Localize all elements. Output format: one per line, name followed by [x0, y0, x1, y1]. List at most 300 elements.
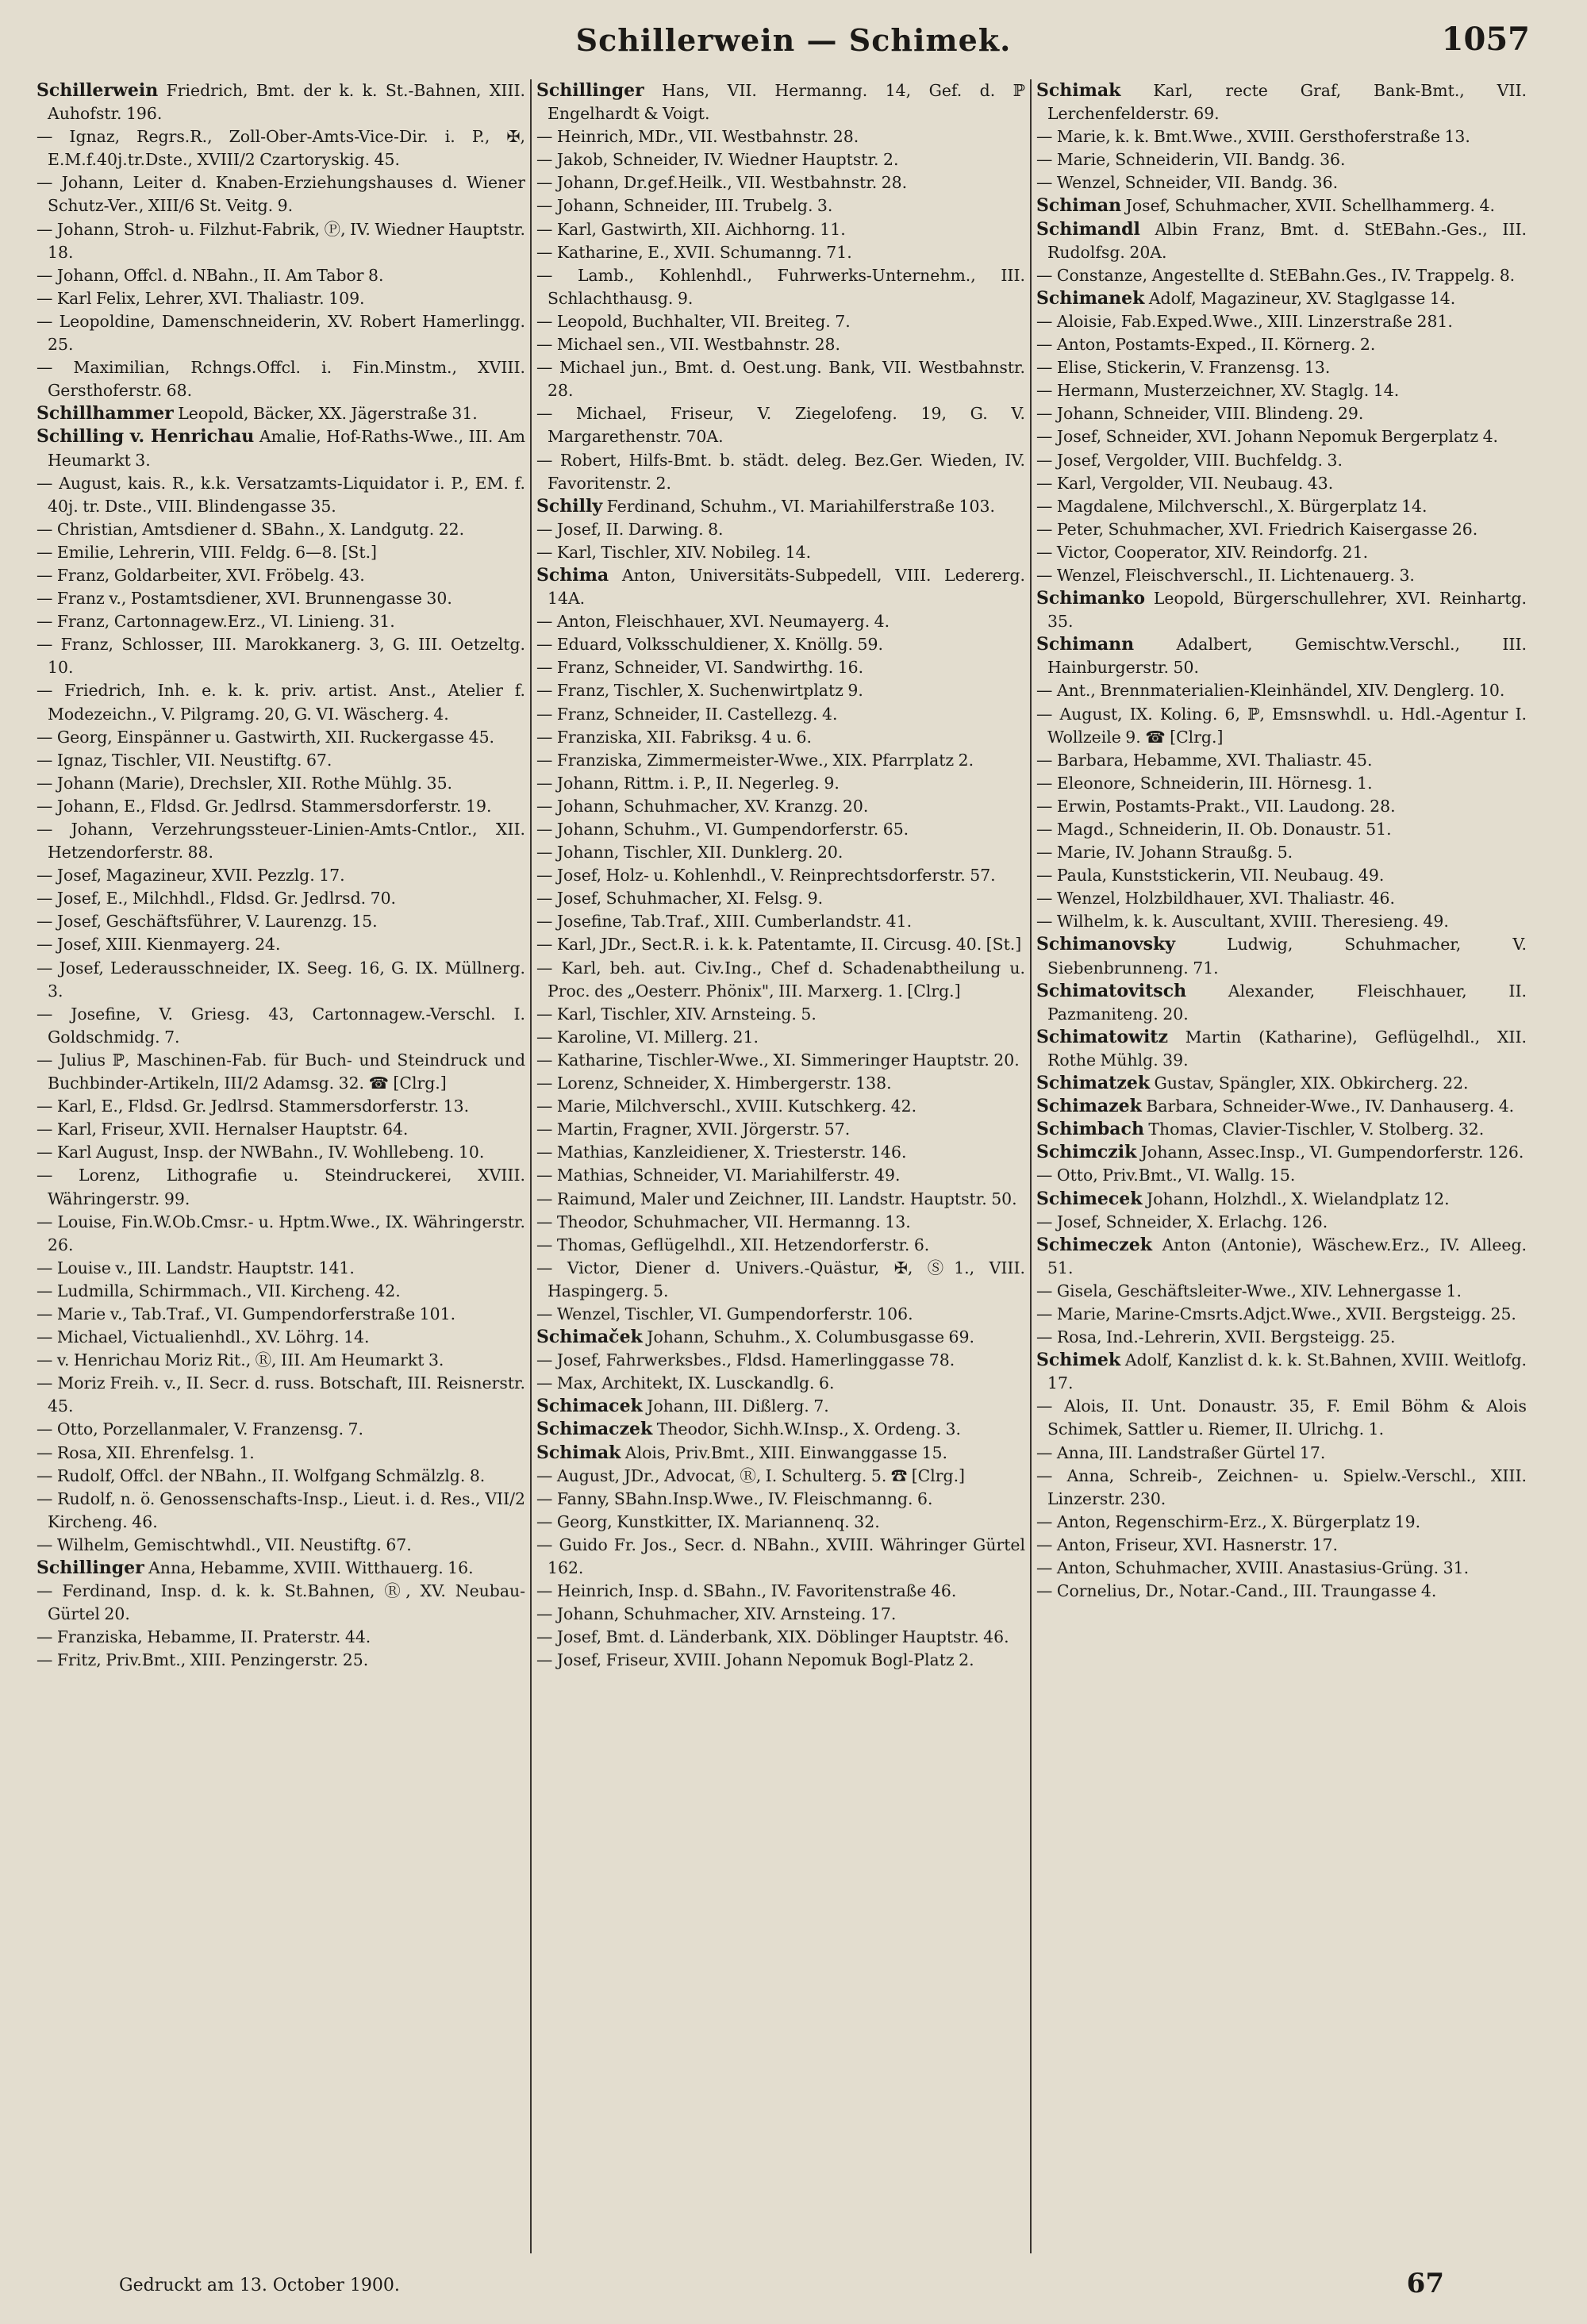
directory-entry [37, 1003, 525, 1049]
entry-text: Josef, Schuhmacher, XVII. Schellhammerg. 4. [1121, 196, 1495, 216]
entry-text: Martin (Katharine), Geflügelhdl., XII. Rothe Mühlg. 39. [1047, 1027, 1527, 1070]
directory-entry [536, 1141, 1025, 1164]
entry-text: — Wilhelm, Gemischtwhdl., VII. Neustiftg. 67. [37, 1535, 412, 1554]
directory-entry [536, 1511, 1025, 1534]
entry-text: — Lamb., Kohlenhdl., Fuhrwerks-Unternehm., III. Schlachthausg. 9. [536, 265, 1025, 308]
directory-entry [37, 1372, 525, 1418]
entry-text: Anton (Antonie), Wäschew.Erz., IV. Alleeg. 51. [1047, 1235, 1527, 1277]
entry-text: — Josef, Lederausschneider, IX. Seeg. 16, G. IX. Müllnerg. 3. [37, 958, 525, 1001]
entry-text: — Karoline, VI. Millerg. 21. [536, 1027, 759, 1047]
directory-entry [1036, 1188, 1527, 1211]
directory-entry [1036, 310, 1527, 333]
directory-entry [37, 472, 525, 518]
directory-entry [37, 1349, 525, 1372]
directory-entry [1036, 703, 1527, 749]
entry-text: — Rosa, XII. Ehrenfelsg. 1. [37, 1442, 255, 1462]
directory-entry [1036, 1326, 1527, 1349]
entry-text: — Julius ℙ, Maschinen-Fab. für Buch- und Steindruck und Buchbinder-Artikeln, III/2 Adamsg. 32. ☎ [Clrg.] [37, 1050, 525, 1093]
directory-entry [536, 1072, 1025, 1095]
entry-text: — Karl, JDr., Sect.R. i. k. k. Patentamte, II. Circusg. 40. [St.] [536, 935, 1022, 955]
directory-entry [536, 194, 1025, 217]
entry-surname: Schimazek [1036, 1096, 1142, 1117]
directory-entry [1036, 425, 1527, 448]
entry-text: — Ludmilla, Schirmmach., VII. Kircheng. 42. [37, 1281, 401, 1300]
directory-entry [1036, 679, 1527, 702]
entry-text: — Otto, Porzellanmaler, V. Franzensg. 7. [37, 1419, 364, 1439]
entry-text: — Anton, Regenschirm-Erz., X. Bürgerplatz 19. [1036, 1512, 1421, 1531]
entry-text: — Thomas, Geflügelhdl., XII. Hetzendorferstr. 6. [536, 1235, 930, 1254]
directory-entry [37, 1326, 525, 1349]
directory-entry [536, 933, 1025, 956]
directory-entry [37, 287, 525, 310]
directory-entry [37, 1164, 525, 1210]
entry-text: — Anton, Friseur, XVI. Hasnerstr. 17. [1036, 1535, 1339, 1554]
entry-text: — Johann (Marie), Drechsler, XII. Rothe Mühlg. 35. [37, 773, 453, 793]
directory-entry [536, 1003, 1025, 1026]
entry-surname: Schimanek [1036, 287, 1145, 309]
entry-text: — Guido Fr. Jos., Secr. d. NBahn., XVIII. Währinger Gürtel 162. [536, 1535, 1025, 1577]
entry-text: — Maximilian, Rchngs.Offcl. i. Fin.Minstm., XVIII. Gersthoferstr. 68. [37, 358, 525, 401]
directory-entry [536, 541, 1025, 564]
directory-entry [536, 703, 1025, 726]
directory-entry [37, 587, 525, 610]
directory-entry [536, 818, 1025, 841]
entry-text: — Mathias, Schneider, VI. Mariahilferstr. 49. [536, 1166, 901, 1185]
entry-text: — Mathias, Kanzleidiener, X. Triesterstr. 146. [536, 1143, 907, 1162]
directory-entry [1036, 125, 1527, 148]
directory-entry [536, 679, 1025, 702]
entry-text: — Elise, Stickerin, V. Franzensg. 13. [1036, 358, 1331, 378]
entry-text: — Josef, XIII. Kienmayerg. 24. [37, 935, 281, 955]
directory-entry [37, 679, 525, 725]
directory-entry [1036, 171, 1527, 194]
directory-entry [37, 1303, 525, 1326]
entry-surname: Schiman [1036, 195, 1122, 217]
directory-entry [1036, 587, 1527, 633]
entry-text: — Erwin, Postamts-Prakt., VII. Laudong. 28. [1036, 796, 1396, 816]
column-1 [32, 79, 532, 2253]
directory-entry [37, 356, 525, 402]
entry-text: Johann, Schuhm., X. Columbusgasse 69. [642, 1327, 974, 1347]
directory-entry [1036, 218, 1527, 264]
entry-text: — Fritz, Priv.Bmt., XIII. Penzingerstr. 25. [37, 1650, 369, 1670]
directory-entry [1036, 495, 1527, 518]
entry-text: Johann, III. Dißlerg. 7. [642, 1396, 829, 1416]
entry-text: — Katharine, E., XVII. Schumanng. 71. [536, 242, 852, 262]
directory-entry [1036, 518, 1527, 541]
entry-text: Barbara, Schneider-Wwe., IV. Danhauserg. 4. [1141, 1097, 1515, 1116]
directory-entry [536, 171, 1025, 194]
entry-text: — Wenzel, Schneider, VII. Bandg. 36. [1036, 173, 1339, 193]
entry-text: — Josef, E., Milchhdl., Fldsd. Gr. Jedlrsd. 70. [37, 889, 397, 908]
entry-surname: Schimak [536, 1442, 621, 1463]
directory-entry [536, 1326, 1025, 1349]
entry-text: — Lorenz, Lithografie u. Steindruckerei, XVIII. Währingerstr. 99. [37, 1166, 525, 1208]
entry-text: — Johann, Tischler, XII. Dunklerg. 20. [536, 843, 843, 862]
entry-text: — Johann, Dr.gef.Heilk., VII. Westbahnstr. 28. [536, 173, 908, 193]
entry-text: — Alois, II. Unt. Donaustr. 35, F. Emil Böhm & Alois Schimek, Sattler u. Riemer, II. Ulrichg. 1. [1036, 1396, 1527, 1439]
directory-columns [32, 79, 1562, 2253]
entry-text: — Josef, Bmt. d. Länderbank, XIX. Döblinger Hauptstr. 46. [536, 1627, 1009, 1647]
entry-surname: Schilling v. Henrichau [37, 426, 255, 448]
entry-text: — Wenzel, Fleischverschl., II. Lichtenauerg. 3. [1036, 565, 1415, 585]
entry-text: — Eleonore, Schneiderin, III. Hörnesg. 1. [1036, 773, 1373, 793]
directory-entry [1036, 1511, 1527, 1534]
entry-surname: Schimanko [1036, 588, 1146, 609]
directory-entry [536, 1649, 1025, 1672]
entry-text: Johann, Assec.Insp., VI. Gumpendorferstr. 126. [1136, 1143, 1524, 1162]
directory-entry [1036, 1234, 1527, 1280]
entry-text: — Johann, Offcl. d. NBahn., II. Am Tabor 8. [37, 265, 384, 285]
entry-text: — Johann, Stroh- u. Filzhut-Fabrik, Ⓟ, IV. Wiedner Hauptstr. 18. [37, 219, 525, 262]
entry-text: — Friedrich, Inh. e. k. k. priv. artist. Anst., Atelier f. Modezeichn., V. Pilgramg. 20, G. VI. Wäscherg. 4. [37, 681, 525, 724]
entry-text: — Louise, Fin.W.Ob.Cmsr.- u. Hptm.Wwe., IX. Währingerstr. 26. [37, 1212, 525, 1254]
entry-text: Leopold, Bäcker, XX. Jägerstraße 31. [173, 404, 478, 424]
directory-entry [536, 402, 1025, 448]
entry-text: — Wilhelm, k. k. Auscultant, XVIII. Theresieng. 49. [1036, 912, 1449, 932]
directory-entry [1036, 264, 1527, 287]
entry-surname: Schimanovsky [1036, 934, 1176, 955]
entry-text: — Martin, Fragner, XVII. Jörgerstr. 57. [536, 1120, 851, 1139]
entry-surname: Schima [536, 564, 609, 586]
directory-entry [1036, 472, 1527, 495]
entry-text: — Gisela, Geschäftsleiter-Wwe., XIV. Lehnergasse 1. [1036, 1281, 1462, 1300]
directory-entry [37, 1118, 525, 1141]
directory-entry [1036, 379, 1527, 402]
entry-surname: Schilly [536, 495, 603, 517]
directory-entry [536, 1234, 1025, 1257]
directory-entry [1036, 402, 1527, 425]
directory-entry [1036, 1534, 1527, 1557]
entry-text: Albin Franz, Bmt. d. StEBahn.-Ges., III. Rudolfsg. 20A. [1047, 219, 1527, 262]
directory-entry [536, 1211, 1025, 1234]
directory-entry [1036, 1118, 1527, 1141]
directory-entry [536, 1118, 1025, 1141]
page-footer [0, 2268, 1587, 2307]
directory-entry [1036, 333, 1527, 356]
entry-surname: Schimbach [1036, 1119, 1144, 1140]
entry-text: — Josef, Friseur, XVIII. Johann Nepomuk Bogl-Platz 2. [536, 1650, 974, 1670]
entry-text: — Marie v., Tab.Traf., VI. Gumpendorferstraße 101. [37, 1304, 456, 1323]
entry-text: Theodor, Sichh.W.Insp., X. Ordeng. 3. [652, 1419, 962, 1439]
entry-text: — Josef, II. Darwing. 8. [536, 519, 724, 539]
directory-entry [536, 726, 1025, 749]
directory-entry [536, 218, 1025, 241]
entry-text: — Georg, Einspänner u. Gastwirth, XII. Ruckergasse 45. [37, 727, 495, 747]
entry-surname: Schimatovitsch [1036, 980, 1187, 1001]
directory-entry [1036, 148, 1527, 171]
directory-entry [1036, 1211, 1527, 1234]
directory-entry [536, 310, 1025, 333]
entry-text: — Anton, Schuhmacher, XVIII. Anastasius-Grüng. 31. [1036, 1558, 1470, 1577]
entry-text: — Karl, beh. aut. Civ.Ing., Chef d. Schadenabtheilung u. Proc. des „Oesterr. Phönix", III. Marxerg. 1. [Clrg.] [536, 958, 1025, 1001]
entry-text: — Rudolf, n. ö. Genossenschafts-Insp., Lieut. i. d. Res., VII/2 Kircheng. 46. [37, 1489, 525, 1531]
directory-entry [536, 772, 1025, 795]
directory-entry [37, 264, 525, 287]
directory-entry [536, 264, 1025, 310]
entry-text: — Josef, Schuhmacher, XI. Felsg. 9. [536, 889, 824, 908]
directory-entry [536, 887, 1025, 910]
directory-entry [1036, 564, 1527, 587]
entry-text: — Johann, Schuhm., VI. Gumpendorferstr. 65. [536, 820, 909, 839]
entry-text: Alexander, Fleischhauer, II. Pazmaniteng. 20. [1047, 981, 1527, 1024]
entry-text: — Magd., Schneiderin, II. Ob. Donaustr. 51. [1036, 820, 1392, 839]
directory-entry [1036, 1072, 1527, 1095]
entry-surname: Schillinger [37, 1558, 144, 1578]
entry-text: Adolf, Kanzlist d. k. k. St.Bahnen, XVIII. Weitlofg. 17. [1047, 1350, 1527, 1393]
column-2 [532, 79, 1032, 2253]
directory-entry [1036, 1395, 1527, 1441]
directory-entry [37, 726, 525, 749]
entry-text: — Josef, Fahrwerksbes., Fldsd. Hamerlinggasse 78. [536, 1350, 955, 1370]
entry-text: — Barbara, Hebamme, XVI. Thaliastr. 45. [1036, 750, 1373, 770]
entry-text: Alois, Priv.Bmt., XIII. Einwanggasse 15. [621, 1442, 947, 1462]
entry-text: — Ferdinand, Insp. d. k. k. St.Bahnen, Ⓡ, XV. Neubau-Gürtel 20. [37, 1581, 525, 1624]
entry-surname: Schimeczek [1036, 1234, 1153, 1255]
entry-text: — Max, Architekt, IX. Lusckandlg. 6. [536, 1373, 835, 1393]
directory-entry [536, 148, 1025, 171]
directory-entry [1036, 1349, 1527, 1395]
entry-text: Hans, VII. Hermanng. 14, Gef. d. ℙ Engelhardt & Voigt. [548, 81, 1025, 124]
entry-text: — Fanny, SBahn.Insp.Wwe., IV. Fleischmanng. 6. [536, 1489, 933, 1508]
directory-entry [37, 1211, 525, 1257]
directory-entry [1036, 1280, 1527, 1303]
entry-text: — Marie, IV. Johann Straußg. 5. [1036, 843, 1293, 862]
entry-surname: Schimann [1036, 634, 1135, 655]
directory-entry [536, 1395, 1025, 1418]
column-3 [1032, 79, 1531, 2253]
entry-text: — Johann, Schneider, VIII. Blindeng. 29. [1036, 404, 1364, 424]
directory-entry [536, 241, 1025, 264]
directory-entry [1036, 79, 1527, 125]
entry-text: Thomas, Clavier-Tischler, V. Stolberg. 32. [1143, 1120, 1485, 1139]
directory-entry [1036, 356, 1527, 379]
entry-text: — Peter, Schuhmacher, XVI. Friedrich Kaisergasse 26. [1036, 519, 1478, 539]
entry-surname: Schillinger [536, 80, 644, 101]
directory-entry [37, 633, 525, 679]
entry-surname: Schimak [1036, 80, 1121, 101]
entry-text: Leopold, Bürgerschullehrer, XVI. Reinhartg. 35. [1047, 589, 1527, 632]
directory-entry [37, 864, 525, 887]
directory-entry [37, 310, 525, 356]
directory-entry [1036, 910, 1527, 933]
directory-entry [536, 610, 1025, 633]
entry-text: — Ant., Brennmaterialien-Kleinhändel, XIV. Denglerg. 10. [1036, 681, 1505, 701]
entry-text: — Franziska, Hebamme, II. Praterstr. 44. [37, 1627, 371, 1647]
entry-text: Amalie, Hof-Raths-Wwe., III. Am Heumarkt 3. [48, 427, 525, 470]
entry-text: — Franz, Cartonnagew.Erz., VI. Linieng. 31. [37, 612, 395, 632]
directory-entry [37, 910, 525, 933]
directory-entry [1036, 1465, 1527, 1511]
entry-text: — Michael sen., VII. Westbahnstr. 28. [536, 335, 841, 355]
directory-entry [37, 425, 525, 471]
entry-surname: Schimacek [536, 1396, 643, 1417]
entry-text: — Cornelius, Dr., Notar.-Cand., III. Traungasse 4. [1036, 1581, 1437, 1601]
entry-text: — Karl Felix, Lehrer, XVI. Thaliastr. 109. [37, 288, 365, 308]
directory-entry [37, 171, 525, 217]
directory-entry [1036, 194, 1527, 217]
entry-text: — Johann, E., Fldsd. Gr. Jedlrsd. Stammersdorferstr. 19. [37, 796, 492, 816]
directory-entry [37, 1257, 525, 1280]
directory-entry [1036, 1303, 1527, 1326]
directory-entry [37, 1626, 525, 1649]
entry-text: Gustav, Spängler, XIX. Obkircherg. 22. [1150, 1074, 1469, 1093]
entry-text: — Victor, Cooperator, XIV. Reindorfg. 21. [1036, 542, 1369, 562]
entry-text: — Raimund, Maler und Zeichner, III. Landstr. Hauptstr. 50. [536, 1189, 1017, 1208]
directory-entry [37, 541, 525, 564]
directory-entry [37, 1649, 525, 1672]
entry-text: — Josef, Schneider, X. Erlachg. 126. [1036, 1212, 1328, 1231]
directory-entry [536, 1488, 1025, 1511]
entry-text: — Johann, Verzehrungssteuer-Linien-Amts-Cntlor., XII. Hetzendorferstr. 88. [37, 820, 525, 862]
entry-text: — Aloisie, Fab.Exped.Wwe., XIII. Linzerstraße 281. [1036, 311, 1453, 331]
entry-text: — Lorenz, Schneider, X. Himbergerstr. 138. [536, 1074, 892, 1093]
directory-entry [37, 1465, 525, 1488]
page-number: 1057 [1441, 21, 1530, 58]
directory-entry [1036, 749, 1527, 772]
entry-text: — Katharine, Tischler-Wwe., XI. Simmeringer Hauptstr. 20. [536, 1050, 1020, 1070]
entry-text: — Rosa, Ind.-Lehrerin, XVII. Bergsteigg. 25. [1036, 1327, 1396, 1347]
directory-entry [536, 1049, 1025, 1072]
entry-text: — Ignaz, Tischler, VII. Neustiftg. 67. [37, 750, 332, 770]
entry-text: — Magdalene, Milchverschl., X. Bürgerplatz 14. [1036, 496, 1428, 516]
entry-text: — Josef, Vergolder, VIII. Buchfeldg. 3. [1036, 450, 1343, 470]
entry-text: — Leopoldine, Damenschneiderin, XV. Robert Hamerlingg. 25. [37, 311, 525, 355]
directory-entry [1036, 980, 1527, 1026]
directory-entry [37, 1418, 525, 1441]
directory-entry [536, 1303, 1025, 1326]
entry-surname: Schimek [1036, 1350, 1121, 1371]
entry-text: — Johann, Schuhmacher, XIV. Arnsteing. 17. [536, 1604, 897, 1624]
directory-entry [1036, 287, 1527, 310]
directory-entry [37, 1488, 525, 1534]
directory-entry [1036, 541, 1527, 564]
page-header [0, 17, 1587, 59]
entry-text: — Otto, Priv.Bmt., VI. Wallg. 15. [1036, 1166, 1296, 1185]
entry-text: — Johann, Schneider, III. Trubelg. 3. [536, 196, 833, 216]
entry-text: — Eduard, Volksschuldiener, X. Knöllg. 59. [536, 635, 883, 655]
entry-text: — August, JDr., Advocat, Ⓡ, I. Schulterg. 5. ☎ [Clrg.] [536, 1465, 966, 1485]
directory-entry [536, 449, 1025, 495]
entry-text: — Anna, Schreib-, Zeichnen- u. Spielw.-Verschl., XIII. Linzerstr. 230. [1036, 1465, 1527, 1508]
directory-entry [536, 841, 1025, 864]
entry-text: — Paula, Kunststickerin, VII. Neubaug. 49. [1036, 866, 1385, 885]
entry-text: — Josef, Holz- u. Kohlenhdl., V. Reinprechtsdorferstr. 57. [536, 866, 996, 885]
entry-text: — Karl, Gastwirth, XII. Aichhorng. 11. [536, 219, 846, 239]
entry-text: — Hermann, Musterzeichner, XV. Staglg. 14. [1036, 381, 1400, 401]
entry-text: — Johann, Rittm. i. P., II. Negerleg. 9. [536, 773, 840, 793]
entry-text: — Anton, Postamts-Exped., II. Körnerg. 2. [1036, 335, 1376, 355]
directory-entry [37, 818, 525, 864]
entry-text: — Heinrich, Insp. d. SBahn., IV. Favoritenstraße 46. [536, 1581, 957, 1601]
entry-text: Anna, Hebamme, XVIII. Witthauerg. 16. [144, 1558, 474, 1577]
entry-text: — Rudolf, Offcl. der NBahn., II. Wolfgang Schmälzlg. 8. [37, 1465, 486, 1485]
directory-entry [1036, 1442, 1527, 1465]
directory-entry [536, 1095, 1025, 1118]
directory-entry [1036, 633, 1527, 679]
directory-entry [37, 772, 525, 795]
entry-text: — Michael, Friseur, V. Ziegelofeng. 19, G. V. Margarethenstr. 70A. [536, 404, 1025, 447]
directory-entry [1036, 449, 1527, 472]
entry-text: — Karl, E., Fldsd. Gr. Jedlrsd. Stammersdorferstr. 13. [37, 1097, 470, 1116]
entry-text: — Anton, Fleischhauer, XVI. Neumayerg. 4. [536, 612, 890, 632]
entry-surname: Schillerwein [37, 80, 159, 101]
entry-text: Adalbert, Gemischtw.Verschl., III. Hainburgerstr. 50. [1047, 635, 1527, 678]
entry-text: — Ignaz, Regrs.R., Zoll-Ober-Amts-Vice-Dir. i. P., ✠, E.M.f.40j.tr.Dste., XVIII/2 Czartoryskig. 45. [37, 127, 525, 170]
directory-entry [536, 1418, 1025, 1441]
entry-text: — Heinrich, MDr., VII. Westbahnstr. 28. [536, 127, 859, 147]
entry-surname: Schimczik [1036, 1142, 1137, 1163]
entry-text: — Josef, Geschäftsführer, V. Laurenzg. 15. [37, 912, 378, 932]
entry-text: — Karl August, Insp. der NWBahn., IV. Wohllebeng. 10. [37, 1143, 485, 1162]
directory-entry [1036, 795, 1527, 818]
directory-entry [37, 1280, 525, 1303]
directory-entry [37, 1557, 525, 1580]
directory-entry [536, 495, 1025, 518]
directory-entry [37, 1534, 525, 1557]
directory-entry [37, 564, 525, 587]
directory-entry [1036, 864, 1527, 887]
entry-text: Ferdinand, Schuhm., VI. Mariahilferstraße 103. [602, 496, 995, 516]
directory-entry [536, 1534, 1025, 1580]
directory-entry [1036, 841, 1527, 864]
entry-text: — v. Henrichau Moriz Rit., Ⓡ, III. Am Heumarkt 3. [37, 1350, 444, 1370]
directory-entry [536, 518, 1025, 541]
directory-entry [37, 1141, 525, 1164]
entry-text: — Johann, Leiter d. Knaben-Erziehungshauses d. Wiener Schutz-Ver., XIII/6 St. Veitg. 9. [37, 173, 525, 216]
entry-text: — Franz, Schneider, VI. Sandwirthg. 16. [536, 658, 864, 678]
entry-surname: Schimaczek [536, 1419, 653, 1440]
directory-entry [37, 518, 525, 541]
directory-entry [536, 356, 1025, 402]
entry-text: — Marie, Marine-Cmsrts.Adjct.Wwe., XVII. Bergsteigg. 25. [1036, 1304, 1516, 1323]
entry-text: — Emilie, Lehrerin, VIII. Feldg. 6—8. [St.] [37, 542, 378, 562]
entry-text: — Josef, Magazineur, XVII. Pezzlg. 17. [37, 866, 345, 885]
entry-text: — Franz v., Postamtsdiener, XVI. Brunnengasse 30. [37, 589, 452, 609]
entry-text: — Christian, Amtsdiener d. SBahn., X. Landgutg. 22. [37, 519, 465, 539]
directory-entry [536, 333, 1025, 356]
entry-surname: Schimatzek [1036, 1073, 1151, 1094]
entry-text: Adolf, Magazineur, XV. Staglgasse 14. [1144, 288, 1456, 308]
directory-entry [536, 1026, 1025, 1049]
entry-text: — Leopold, Buchhalter, VII. Breiteg. 7. [536, 311, 851, 331]
directory-entry [37, 957, 525, 1003]
directory-entry [37, 402, 525, 425]
directory-entry [536, 1580, 1025, 1603]
directory-entry [536, 1372, 1025, 1395]
entry-surname: Schimatowitz [1036, 1026, 1168, 1047]
print-date: Gedruckt am 13. October 1900. [119, 2276, 400, 2295]
directory-entry [37, 1049, 525, 1095]
directory-entry [37, 125, 525, 171]
directory-entry [536, 125, 1025, 148]
directory-entry [1036, 1164, 1527, 1187]
entry-text: — August, IX. Koling. 6, ℙ, Emsnswhdl. u. Hdl.-Agentur I. Wollzeile 9. ☎ [Clrg.] [1036, 704, 1527, 747]
entry-text: — Louise v., III. Landstr. Hauptstr. 141. [37, 1258, 355, 1277]
directory-entry [1036, 1095, 1527, 1118]
entry-text: — Johann, Schuhmacher, XV. Kranzg. 20. [536, 796, 869, 816]
entry-text: — Victor, Diener d. Univers.-Quästur, ✠, Ⓢ1., VIII. Haspingerg. 5. [536, 1258, 1025, 1300]
directory-entry [37, 795, 525, 818]
directory-entry [1036, 1557, 1527, 1580]
entry-text: — Jakob, Schneider, IV. Wiedner Hauptstr. 2. [536, 150, 899, 170]
entry-text: — August, kais. R., k.k. Versatzamts-Liquidator i. P., EM. f. 40j. tr. Dste., VIII. Blindengasse 35. [37, 473, 525, 516]
entry-text: — Anna, III. Landstraßer Gürtel 17. [1036, 1442, 1326, 1462]
entry-text: — Theodor, Schuhmacher, VII. Hermanng. 13. [536, 1212, 911, 1231]
running-head: Schillerwein — Schimek. [575, 22, 1012, 58]
entry-text: — Franziska, XII. Fabriksg. 4 u. 6. [536, 727, 812, 747]
entry-text: — Franz, Goldarbeiter, XVI. Fröbelg. 43. [37, 565, 365, 585]
